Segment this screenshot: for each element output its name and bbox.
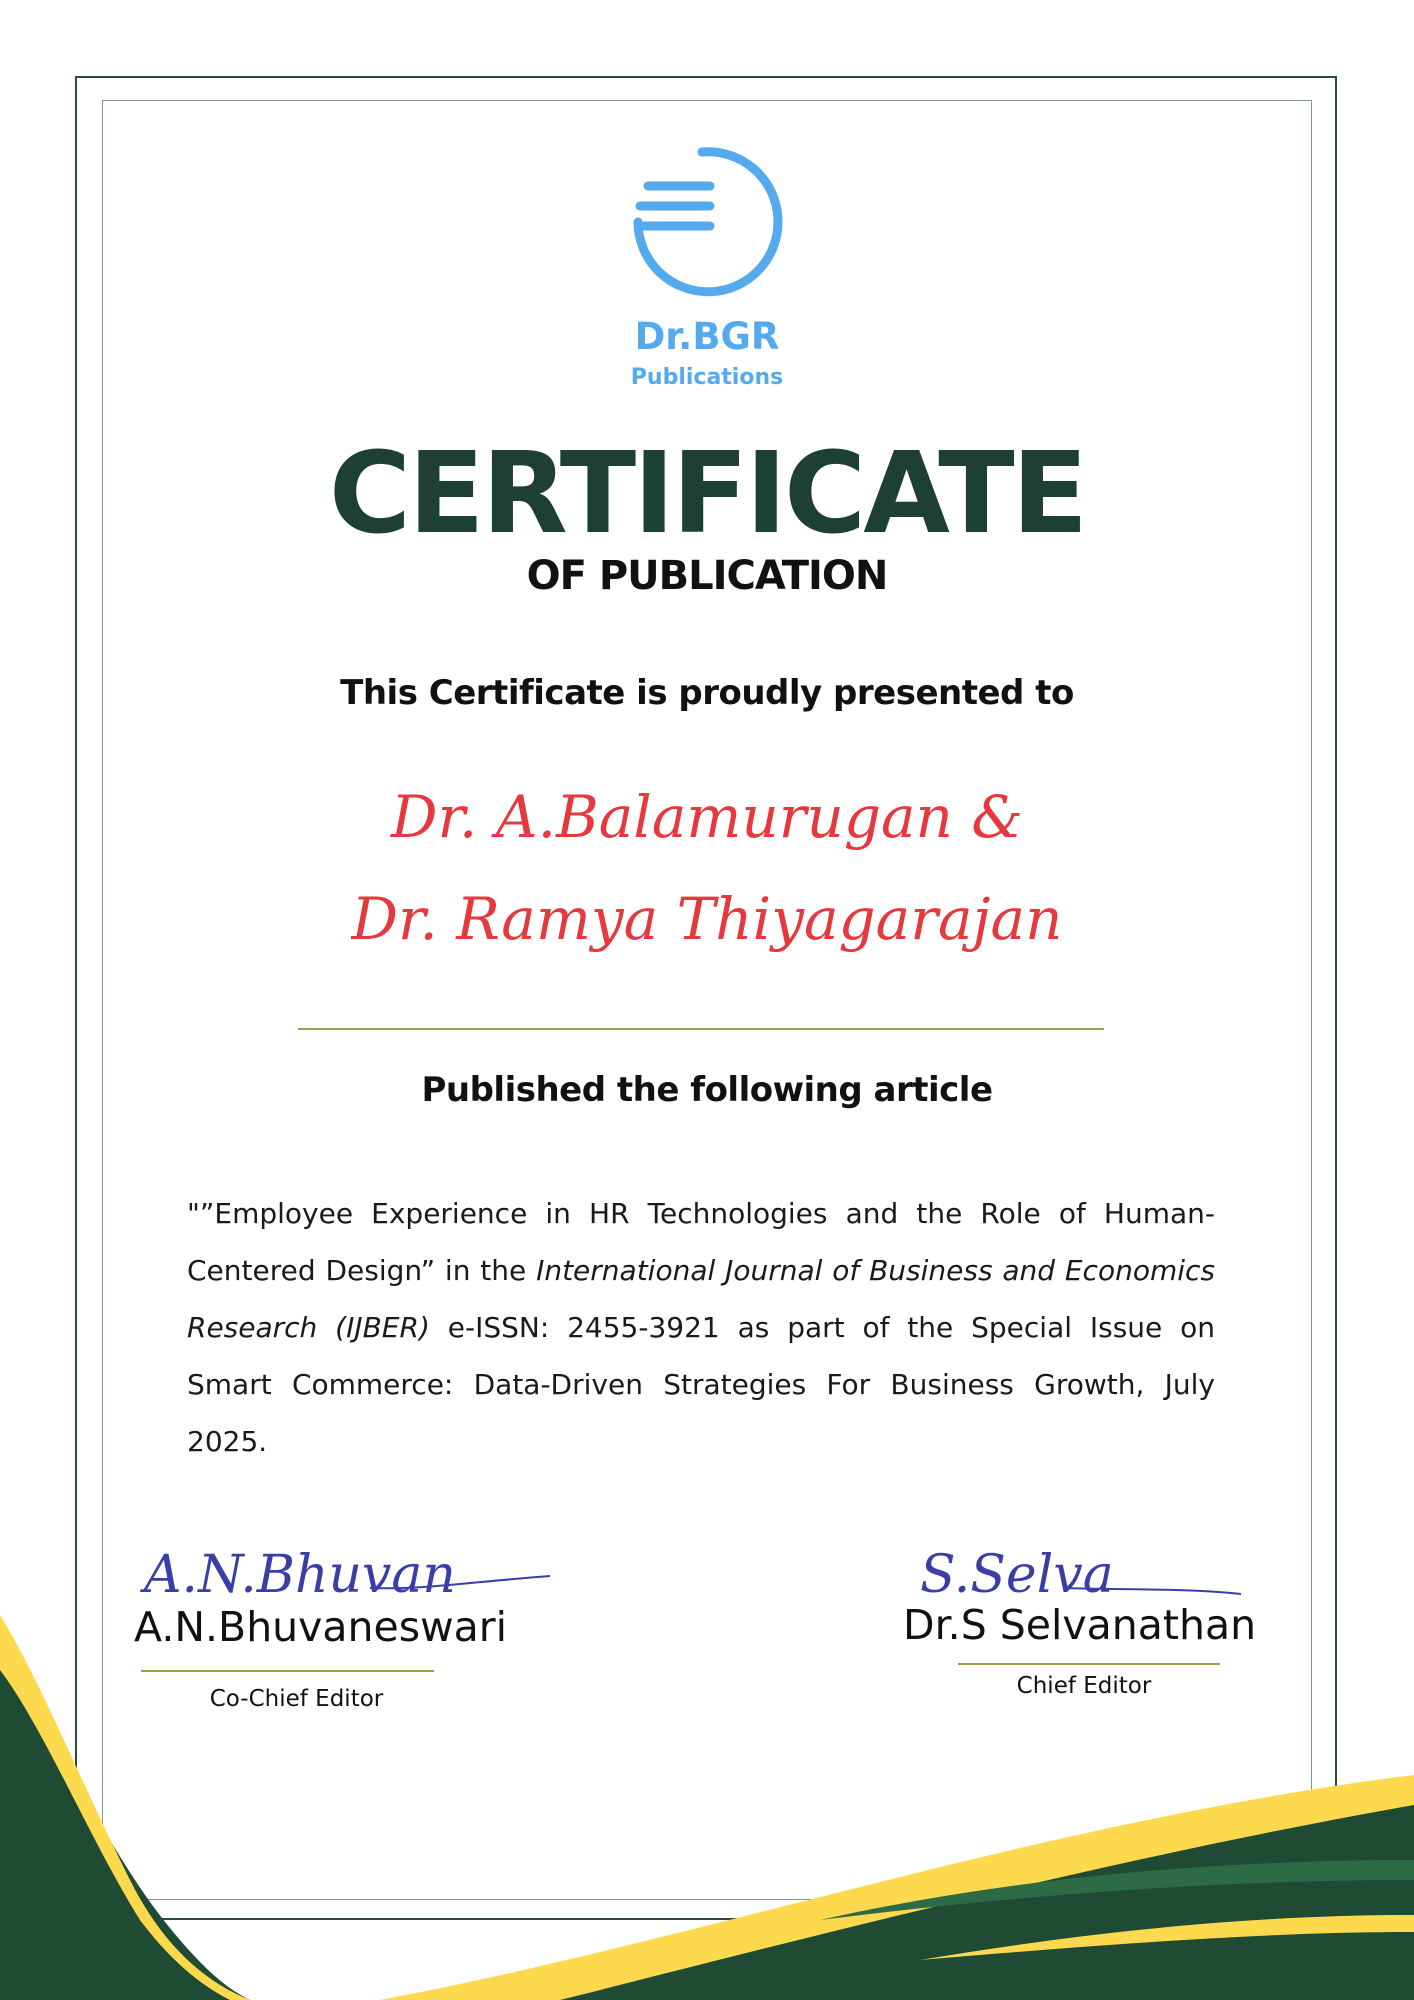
signature-image-right — [916, 1532, 1246, 1612]
presented-text: This Certificate is proudly presented to — [340, 673, 1074, 713]
signatory-role-right: Chief Editor — [1016, 1673, 1152, 1699]
signature-line-left — [141, 1670, 434, 1672]
article-quote-open: "” — [187, 1197, 215, 1230]
article-in-the: in the — [435, 1254, 537, 1287]
signature-right-text: S.Selva — [920, 1545, 1114, 1605]
article-title: Employee Experience in HR Technologies and the Role of Human-Centered Design” — [187, 1197, 1215, 1287]
signatory-name-left: A.N.Bhuvaneswari — [134, 1603, 508, 1651]
certificate-title: CERTIFICATE — [328, 429, 1086, 559]
recipient-divider — [298, 1028, 1104, 1030]
signatory-role-left: Co-Chief Editor — [209, 1686, 384, 1712]
signatory-name-right: Dr.S Selvanathan — [903, 1601, 1257, 1649]
signature-line-right — [958, 1663, 1220, 1665]
published-heading: Published the following article — [421, 1070, 993, 1110]
circle-with-speed-lines-logo-icon — [628, 142, 788, 302]
article-description — [187, 1185, 1215, 1470]
article-issn-details: e-ISSN: 2455-3921 as part of the Special Issue on Smart Commerce: Data-Driven Strategies For Business Growth, July 2025. — [187, 1311, 1215, 1458]
journal-name: International Journal of Business and Economics Research (IJBER) — [187, 1254, 1216, 1344]
brand-subname: Publications — [630, 365, 784, 390]
wave-green-right — [560, 1805, 1414, 2000]
recipient-name-1: Dr. A.Balamurugan & — [391, 783, 1023, 851]
signature-left-text: A.N.Bhuvan — [144, 1545, 456, 1605]
brand-name: Dr.BGR — [634, 315, 780, 358]
recipient-name-2: Dr. Ramya Thiyagarajan — [351, 885, 1063, 953]
certificate-subtitle: OF PUBLICATION — [526, 553, 888, 599]
